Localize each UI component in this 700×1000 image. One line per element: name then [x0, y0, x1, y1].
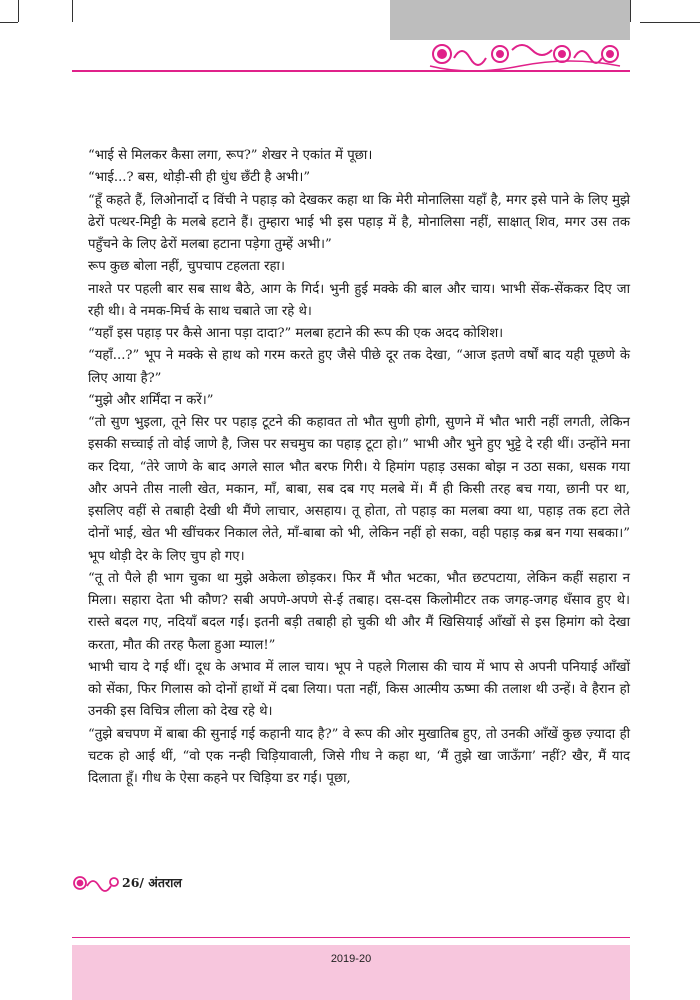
footer-rule [72, 937, 630, 938]
paragraph: “यहाँ इस पहाड़ पर कैसे आना पड़ा दादा?” मलबा हटाने की रूप की एक अदद कोशिश। [88, 326, 504, 341]
floral-swirl-ornament-icon [420, 36, 625, 82]
header-gray-box [390, 0, 630, 40]
footer-band [72, 945, 630, 1000]
paragraph: “यहाँ...?” भूप ने मक्के से हाथ को गरम करते हुए जैसे पीछे दूर तक देखा, “आज इतणे वर्षों बाद यही पूछणे के लिए आया है?” [88, 348, 630, 386]
paragraph: “तू तो पैले ही भाग चुका था मुझे अकेला छोड़कर। फिर मैं भौत भटका, भौत छटपटाया, लेकिन कहीं सहारा न मिला। सहारा देता भी कौण? सबी अपणे-अपणे से-ई तबाह। दस-दस किलोमीटर तक जगह-जगह धँसाव हुए थे। रास्ते बदल गए, नदियाँ बदल गईं। इतनी बड़ी तबाही हो चुकी थी और मैं खिसियाई आँखों से इस हिमांग को देखा करता, मौत की तरह फैला हुआ म्याल!” [88, 570, 630, 653]
paragraph: “तुझे बचपण में बाबा की सुनाई गई कहानी याद है?” वे रूप की ओर मुखातिब हुए, तो उनकी आँखें कुछ ज़्यादा ही चटक हो आई थीं, “वो एक नन्ही चिड़ियावाली, जिसे गीध ने कहा था, ‘मैं तुझे खा जाऊँगा’ नहीं? खैर, मैं याद दिलाता हूँ। गीध के ऐसा कहने पर चिड़िया डर गई। पूछा, [88, 726, 630, 786]
footer-swirl-ornament-icon [70, 872, 120, 898]
crop-mark [0, 22, 18, 23]
paragraph: भाभी चाय दे गई थीं। दूध के अभाव में लाल चाय। भूप ने पहले गिलास की चाय में भाप से अपनी पनियाई आँखों को सेंका, फिर गिलास को दोनों हाथों में दबा लिया। पता नहीं, किस आत्मीय ऊष्मा की तलाश थी उन्हें। वे हैरान हो उनकी इस विचित्र लीला को देख रहे थे। [88, 659, 630, 720]
crop-mark [18, 0, 19, 22]
paragraph: नाश्ते पर पहली बार सब साथ बैठे, आग के गिर्द। भुनी हुई मक्के की बाल और चाय। भाभी सेंक-सेंककर दिए जा रही थी। वे नमक-मिर्च के साथ चबाते जा रहे थे। [88, 281, 630, 319]
paragraph: “भाई से मिलकर कैसा लगा, रूप?” शेखर ने एकांत में पूछा। [88, 148, 373, 163]
crop-mark [630, 0, 631, 22]
paragraph: “हूँ कहते हैं, लिओनार्दो द विंची ने पहाड़ को देखकर कहा था कि मेरी मोनालिसा यहाँ है, मगर इसे पाने के लिए मुझे ढेरों पत्थर-मिट्टी के मलबे हटाने हैं। तुम्हारा भाई भी इस पहाड़ में है, मोनालिसा नहीं, साक्षात् शिव, मगर उस तक पहुँचने के लिए ढेरों मलबा हटाना पड़ेगा तुम्हें अभी।” [88, 192, 630, 252]
body-text [88, 145, 630, 790]
paragraph: “तो सुण भुइला, तूने सिर पर पहाड़ टूटने की कहावत तो भौत सुणी होगी, सुणने में भौत भारी नहीं लगती, लेकिन इसकी सच्चाई तो वोई जाणे है, जिस पर सचमुच का पहाड़ टूटा हो।” भाभी और भुने हुए भुट्टे दे रही थीं। उन्होंने मना कर दिया, “तेरे जाणे के बाद अगले साल भौत बरफ गिरी। ये हिमांग पहाड़ उसका बोझ न उठा सका, धसक गया और अपने तीस नाली खेत, मकान, माँ, बाबा, सब दब गए मलबे में। मैं ही किसी तरह बच गया, छानी पर था, इसलिए वहीं से तबाही देखी थी मैंणे लाचार, असहाय। तू होता, तो पहाड़ का मलबा क्या था, पहाड़ तक हटा लेते दोनों भाई, खेत भी खींचकर निकाल लेते, माँ-बाबा को भी, लेकिन नहीं हो सका, वही पहाड़ कब्र बन गया सबका।” भूप थोड़ी देर के लिए चुप हो गए। [88, 415, 630, 564]
paragraph: “मुझे और शर्मिंदा न करें।” [88, 392, 214, 408]
year-label: 2019-20 [330, 953, 372, 965]
crop-mark [640, 22, 700, 23]
paragraph: “भाई...? बस, थोड़ी-सी ही धुंध छँटी है अभी।” [88, 170, 311, 186]
page-folio: 26/ अंतराल [122, 875, 182, 890]
crop-mark [72, 0, 73, 22]
header-rule [72, 70, 630, 72]
paragraph: रूप कुछ बोला नहीं, चुपचाप टहलता रहा। [88, 259, 285, 275]
